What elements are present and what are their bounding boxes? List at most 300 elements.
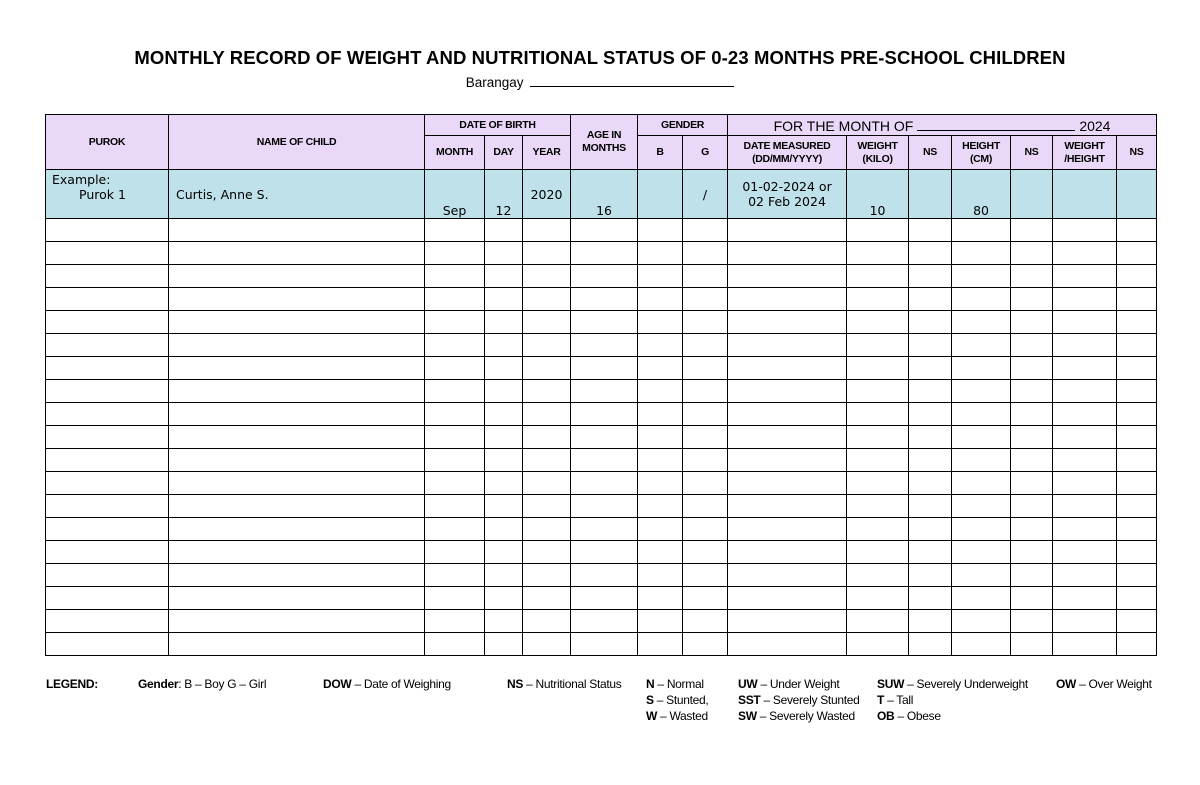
example-month[interactable]: Sep — [425, 170, 485, 219]
entry-cell[interactable] — [46, 541, 169, 564]
entry-cell[interactable] — [425, 334, 485, 357]
entry-cell[interactable] — [683, 587, 728, 610]
entry-cell[interactable] — [847, 541, 909, 564]
entry-cell[interactable] — [1053, 357, 1117, 380]
entry-cell[interactable] — [1053, 472, 1117, 495]
entry-cell[interactable] — [728, 288, 847, 311]
entry-cell[interactable] — [1053, 495, 1117, 518]
entry-cell[interactable] — [847, 449, 909, 472]
entry-cell[interactable] — [1053, 219, 1117, 242]
entry-cell[interactable] — [46, 610, 169, 633]
entry-cell[interactable] — [571, 334, 638, 357]
entry-cell[interactable] — [909, 472, 952, 495]
entry-cell[interactable] — [523, 518, 571, 541]
entry-cell[interactable] — [683, 265, 728, 288]
entry-cell[interactable] — [571, 288, 638, 311]
entry-cell[interactable] — [909, 219, 952, 242]
entry-cell[interactable] — [1053, 449, 1117, 472]
entry-cell[interactable] — [1117, 334, 1157, 357]
entry-cell[interactable] — [169, 587, 425, 610]
entry-cell[interactable] — [46, 288, 169, 311]
entry-cell[interactable] — [1011, 472, 1053, 495]
entry-cell[interactable] — [169, 219, 425, 242]
entry-cell[interactable] — [909, 633, 952, 656]
entry-cell[interactable] — [523, 265, 571, 288]
entry-cell[interactable] — [485, 518, 523, 541]
entry-cell[interactable] — [425, 610, 485, 633]
entry-cell[interactable] — [1117, 449, 1157, 472]
entry-cell[interactable] — [523, 472, 571, 495]
entry-cell[interactable] — [683, 610, 728, 633]
entry-cell[interactable] — [909, 426, 952, 449]
entry-cell[interactable] — [728, 541, 847, 564]
entry-cell[interactable] — [425, 311, 485, 334]
entry-cell[interactable] — [847, 242, 909, 265]
entry-cell[interactable] — [847, 311, 909, 334]
example-gender-b[interactable] — [638, 170, 683, 219]
entry-cell[interactable] — [909, 334, 952, 357]
entry-cell[interactable] — [909, 518, 952, 541]
entry-cell[interactable] — [46, 449, 169, 472]
entry-cell[interactable] — [909, 541, 952, 564]
entry-cell[interactable] — [847, 518, 909, 541]
entry-cell[interactable] — [638, 610, 683, 633]
entry-cell[interactable] — [1117, 587, 1157, 610]
example-height[interactable]: 80 — [952, 170, 1011, 219]
entry-cell[interactable] — [728, 357, 847, 380]
entry-cell[interactable] — [523, 219, 571, 242]
entry-cell[interactable] — [683, 242, 728, 265]
entry-cell[interactable] — [1117, 518, 1157, 541]
entry-cell[interactable] — [952, 587, 1011, 610]
entry-cell[interactable] — [683, 633, 728, 656]
entry-cell[interactable] — [683, 311, 728, 334]
entry-cell[interactable] — [847, 380, 909, 403]
entry-cell[interactable] — [425, 357, 485, 380]
entry-cell[interactable] — [638, 633, 683, 656]
entry-cell[interactable] — [847, 288, 909, 311]
entry-cell[interactable] — [485, 633, 523, 656]
example-age[interactable]: 16 — [571, 170, 638, 219]
entry-cell[interactable] — [46, 472, 169, 495]
entry-cell[interactable] — [1053, 610, 1117, 633]
entry-cell[interactable] — [485, 242, 523, 265]
example-purok[interactable] — [46, 170, 169, 219]
entry-cell[interactable] — [638, 334, 683, 357]
entry-cell[interactable] — [485, 403, 523, 426]
entry-cell[interactable] — [847, 564, 909, 587]
example-ns-height[interactable] — [1011, 170, 1053, 219]
entry-cell[interactable] — [728, 334, 847, 357]
example-ns-weight[interactable] — [909, 170, 952, 219]
entry-cell[interactable] — [952, 564, 1011, 587]
entry-cell[interactable] — [909, 357, 952, 380]
entry-cell[interactable] — [1053, 564, 1117, 587]
entry-cell[interactable] — [1117, 426, 1157, 449]
entry-cell[interactable] — [571, 541, 638, 564]
entry-cell[interactable] — [46, 219, 169, 242]
entry-cell[interactable] — [1053, 242, 1117, 265]
entry-cell[interactable] — [485, 587, 523, 610]
entry-cell[interactable] — [638, 403, 683, 426]
entry-cell[interactable] — [638, 426, 683, 449]
entry-cell[interactable] — [523, 495, 571, 518]
entry-cell[interactable] — [1011, 403, 1053, 426]
entry-cell[interactable] — [425, 242, 485, 265]
entry-cell[interactable] — [909, 265, 952, 288]
entry-cell[interactable] — [169, 633, 425, 656]
entry-cell[interactable] — [571, 311, 638, 334]
entry-cell[interactable] — [485, 219, 523, 242]
entry-cell[interactable] — [46, 495, 169, 518]
entry-cell[interactable] — [1011, 334, 1053, 357]
entry-cell[interactable] — [1011, 587, 1053, 610]
entry-cell[interactable] — [485, 449, 523, 472]
entry-cell[interactable] — [46, 380, 169, 403]
entry-cell[interactable] — [169, 380, 425, 403]
entry-cell[interactable] — [571, 219, 638, 242]
entry-cell[interactable] — [952, 357, 1011, 380]
entry-cell[interactable] — [1117, 610, 1157, 633]
entry-cell[interactable] — [952, 426, 1011, 449]
entry-cell[interactable] — [952, 334, 1011, 357]
entry-cell[interactable] — [46, 265, 169, 288]
entry-cell[interactable] — [909, 495, 952, 518]
entry-cell[interactable] — [638, 357, 683, 380]
entry-cell[interactable] — [425, 265, 485, 288]
entry-cell[interactable] — [523, 380, 571, 403]
entry-cell[interactable] — [1011, 426, 1053, 449]
entry-cell[interactable] — [523, 449, 571, 472]
entry-cell[interactable] — [638, 380, 683, 403]
entry-cell[interactable] — [728, 610, 847, 633]
entry-cell[interactable] — [169, 610, 425, 633]
entry-cell[interactable] — [46, 633, 169, 656]
example-year[interactable]: 2020 — [523, 170, 571, 219]
entry-cell[interactable] — [1053, 288, 1117, 311]
example-weight[interactable]: 10 — [847, 170, 909, 219]
entry-cell[interactable] — [728, 242, 847, 265]
entry-cell[interactable] — [1053, 587, 1117, 610]
entry-cell[interactable] — [523, 564, 571, 587]
entry-cell[interactable] — [523, 288, 571, 311]
entry-cell[interactable] — [425, 564, 485, 587]
entry-cell[interactable] — [571, 403, 638, 426]
entry-cell[interactable] — [485, 564, 523, 587]
entry-cell[interactable] — [1011, 311, 1053, 334]
entry-cell[interactable] — [46, 334, 169, 357]
entry-cell[interactable] — [169, 449, 425, 472]
entry-cell[interactable] — [1053, 403, 1117, 426]
entry-cell[interactable] — [523, 403, 571, 426]
entry-cell[interactable] — [952, 265, 1011, 288]
entry-cell[interactable] — [1117, 564, 1157, 587]
entry-cell[interactable] — [952, 242, 1011, 265]
entry-cell[interactable] — [485, 541, 523, 564]
entry-cell[interactable] — [638, 564, 683, 587]
entry-cell[interactable] — [46, 426, 169, 449]
entry-cell[interactable] — [683, 403, 728, 426]
entry-cell[interactable] — [847, 403, 909, 426]
entry-cell[interactable] — [1053, 541, 1117, 564]
entry-cell[interactable] — [638, 541, 683, 564]
entry-cell[interactable] — [952, 518, 1011, 541]
entry-cell[interactable] — [571, 610, 638, 633]
entry-cell[interactable] — [1117, 403, 1157, 426]
entry-cell[interactable] — [425, 380, 485, 403]
entry-cell[interactable] — [523, 334, 571, 357]
entry-cell[interactable] — [485, 334, 523, 357]
entry-cell[interactable] — [46, 242, 169, 265]
entry-cell[interactable] — [523, 357, 571, 380]
entry-cell[interactable] — [952, 472, 1011, 495]
entry-cell[interactable] — [847, 265, 909, 288]
entry-cell[interactable] — [952, 495, 1011, 518]
entry-cell[interactable] — [909, 564, 952, 587]
entry-cell[interactable] — [523, 242, 571, 265]
entry-cell[interactable] — [169, 518, 425, 541]
entry-cell[interactable] — [485, 610, 523, 633]
entry-cell[interactable] — [847, 610, 909, 633]
entry-cell[interactable] — [728, 311, 847, 334]
entry-cell[interactable] — [425, 495, 485, 518]
entry-cell[interactable] — [728, 564, 847, 587]
entry-cell[interactable] — [952, 449, 1011, 472]
entry-cell[interactable] — [169, 265, 425, 288]
entry-cell[interactable] — [728, 380, 847, 403]
entry-cell[interactable] — [169, 426, 425, 449]
entry-cell[interactable] — [1011, 610, 1053, 633]
entry-cell[interactable] — [425, 541, 485, 564]
entry-cell[interactable] — [425, 288, 485, 311]
entry-cell[interactable] — [683, 426, 728, 449]
entry-cell[interactable] — [909, 587, 952, 610]
entry-cell[interactable] — [847, 334, 909, 357]
entry-cell[interactable] — [523, 311, 571, 334]
entry-cell[interactable] — [571, 495, 638, 518]
entry-cell[interactable] — [169, 564, 425, 587]
entry-cell[interactable] — [728, 403, 847, 426]
entry-cell[interactable] — [909, 311, 952, 334]
entry-cell[interactable] — [638, 472, 683, 495]
entry-cell[interactable] — [1053, 311, 1117, 334]
entry-cell[interactable] — [571, 357, 638, 380]
entry-cell[interactable] — [638, 587, 683, 610]
entry-cell[interactable] — [683, 334, 728, 357]
entry-cell[interactable] — [485, 311, 523, 334]
entry-cell[interactable] — [1117, 380, 1157, 403]
entry-cell[interactable] — [1117, 472, 1157, 495]
entry-cell[interactable] — [169, 541, 425, 564]
entry-cell[interactable] — [46, 564, 169, 587]
entry-cell[interactable] — [1117, 541, 1157, 564]
entry-cell[interactable] — [1117, 242, 1157, 265]
entry-cell[interactable] — [847, 587, 909, 610]
entry-cell[interactable] — [485, 380, 523, 403]
example-gender-g[interactable]: / — [683, 170, 728, 219]
entry-cell[interactable] — [683, 288, 728, 311]
entry-cell[interactable] — [46, 357, 169, 380]
entry-cell[interactable] — [638, 495, 683, 518]
entry-cell[interactable] — [523, 610, 571, 633]
entry-cell[interactable] — [909, 403, 952, 426]
entry-cell[interactable] — [683, 357, 728, 380]
entry-cell[interactable] — [571, 633, 638, 656]
entry-cell[interactable] — [1117, 288, 1157, 311]
entry-cell[interactable] — [728, 472, 847, 495]
entry-cell[interactable] — [952, 311, 1011, 334]
entry-cell[interactable] — [169, 334, 425, 357]
entry-cell[interactable] — [683, 472, 728, 495]
example-ns-weight-height[interactable] — [1117, 170, 1157, 219]
entry-cell[interactable] — [1117, 633, 1157, 656]
entry-cell[interactable] — [425, 403, 485, 426]
entry-cell[interactable] — [952, 541, 1011, 564]
entry-cell[interactable] — [169, 472, 425, 495]
entry-cell[interactable] — [952, 403, 1011, 426]
entry-cell[interactable] — [1117, 265, 1157, 288]
entry-cell[interactable] — [728, 495, 847, 518]
entry-cell[interactable] — [1117, 495, 1157, 518]
barangay-blank[interactable] — [530, 74, 734, 87]
entry-cell[interactable] — [728, 265, 847, 288]
entry-cell[interactable] — [847, 357, 909, 380]
entry-cell[interactable] — [638, 518, 683, 541]
entry-cell[interactable] — [1117, 357, 1157, 380]
entry-cell[interactable] — [952, 380, 1011, 403]
entry-cell[interactable] — [638, 449, 683, 472]
entry-cell[interactable] — [909, 380, 952, 403]
entry-cell[interactable] — [728, 633, 847, 656]
entry-cell[interactable] — [1053, 265, 1117, 288]
entry-cell[interactable] — [952, 610, 1011, 633]
entry-cell[interactable] — [847, 495, 909, 518]
entry-cell[interactable] — [523, 541, 571, 564]
entry-cell[interactable] — [523, 633, 571, 656]
entry-cell[interactable] — [683, 518, 728, 541]
entry-cell[interactable] — [571, 472, 638, 495]
entry-cell[interactable] — [571, 380, 638, 403]
entry-cell[interactable] — [571, 426, 638, 449]
entry-cell[interactable] — [847, 219, 909, 242]
entry-cell[interactable] — [638, 265, 683, 288]
entry-cell[interactable] — [847, 426, 909, 449]
entry-cell[interactable] — [169, 242, 425, 265]
entry-cell[interactable] — [683, 564, 728, 587]
entry-cell[interactable] — [683, 495, 728, 518]
entry-cell[interactable] — [169, 495, 425, 518]
entry-cell[interactable] — [1053, 633, 1117, 656]
example-date-measured[interactable] — [728, 170, 847, 219]
entry-cell[interactable] — [683, 449, 728, 472]
entry-cell[interactable] — [638, 219, 683, 242]
entry-cell[interactable] — [523, 587, 571, 610]
entry-cell[interactable] — [909, 449, 952, 472]
entry-cell[interactable] — [1117, 219, 1157, 242]
entry-cell[interactable] — [638, 311, 683, 334]
entry-cell[interactable] — [425, 219, 485, 242]
entry-cell[interactable] — [1011, 449, 1053, 472]
example-weight-height[interactable] — [1053, 170, 1117, 219]
entry-cell[interactable] — [169, 288, 425, 311]
entry-cell[interactable] — [728, 518, 847, 541]
entry-cell[interactable] — [571, 518, 638, 541]
entry-cell[interactable] — [485, 472, 523, 495]
example-name[interactable]: Curtis, Anne S. — [169, 170, 425, 219]
entry-cell[interactable] — [571, 242, 638, 265]
entry-cell[interactable] — [1011, 357, 1053, 380]
entry-cell[interactable] — [523, 426, 571, 449]
entry-cell[interactable] — [1011, 380, 1053, 403]
entry-cell[interactable] — [728, 426, 847, 449]
entry-cell[interactable] — [952, 633, 1011, 656]
entry-cell[interactable] — [683, 380, 728, 403]
entry-cell[interactable] — [46, 518, 169, 541]
entry-cell[interactable] — [847, 472, 909, 495]
entry-cell[interactable] — [909, 610, 952, 633]
entry-cell[interactable] — [1011, 288, 1053, 311]
entry-cell[interactable] — [425, 426, 485, 449]
entry-cell[interactable] — [638, 242, 683, 265]
entry-cell[interactable] — [1053, 334, 1117, 357]
entry-cell[interactable] — [571, 265, 638, 288]
entry-cell[interactable] — [169, 357, 425, 380]
entry-cell[interactable] — [1011, 495, 1053, 518]
entry-cell[interactable] — [571, 587, 638, 610]
entry-cell[interactable] — [952, 288, 1011, 311]
entry-cell[interactable] — [46, 587, 169, 610]
entry-cell[interactable] — [683, 541, 728, 564]
entry-cell[interactable] — [169, 311, 425, 334]
entry-cell[interactable] — [425, 587, 485, 610]
entry-cell[interactable] — [425, 449, 485, 472]
entry-cell[interactable] — [169, 403, 425, 426]
month-blank[interactable] — [917, 118, 1075, 131]
entry-cell[interactable] — [1011, 219, 1053, 242]
entry-cell[interactable] — [485, 426, 523, 449]
entry-cell[interactable] — [425, 472, 485, 495]
entry-cell[interactable] — [1011, 633, 1053, 656]
entry-cell[interactable] — [1011, 541, 1053, 564]
entry-cell[interactable] — [909, 288, 952, 311]
entry-cell[interactable] — [847, 633, 909, 656]
example-day[interactable]: 12 — [485, 170, 523, 219]
entry-cell[interactable] — [1117, 311, 1157, 334]
entry-cell[interactable] — [571, 449, 638, 472]
entry-cell[interactable] — [728, 587, 847, 610]
entry-cell[interactable] — [1011, 564, 1053, 587]
entry-cell[interactable] — [425, 633, 485, 656]
entry-cell[interactable] — [46, 403, 169, 426]
entry-cell[interactable] — [571, 564, 638, 587]
entry-cell[interactable] — [952, 219, 1011, 242]
entry-cell[interactable] — [683, 219, 728, 242]
entry-cell[interactable] — [1053, 426, 1117, 449]
entry-cell[interactable] — [1053, 518, 1117, 541]
entry-cell[interactable] — [638, 288, 683, 311]
entry-cell[interactable] — [485, 288, 523, 311]
entry-cell[interactable] — [485, 495, 523, 518]
entry-cell[interactable] — [1011, 518, 1053, 541]
entry-cell[interactable] — [909, 242, 952, 265]
entry-cell[interactable] — [46, 311, 169, 334]
entry-cell[interactable] — [1053, 380, 1117, 403]
entry-cell[interactable] — [728, 219, 847, 242]
entry-cell[interactable] — [485, 265, 523, 288]
entry-cell[interactable] — [485, 357, 523, 380]
entry-cell[interactable] — [1011, 265, 1053, 288]
entry-cell[interactable] — [1011, 242, 1053, 265]
